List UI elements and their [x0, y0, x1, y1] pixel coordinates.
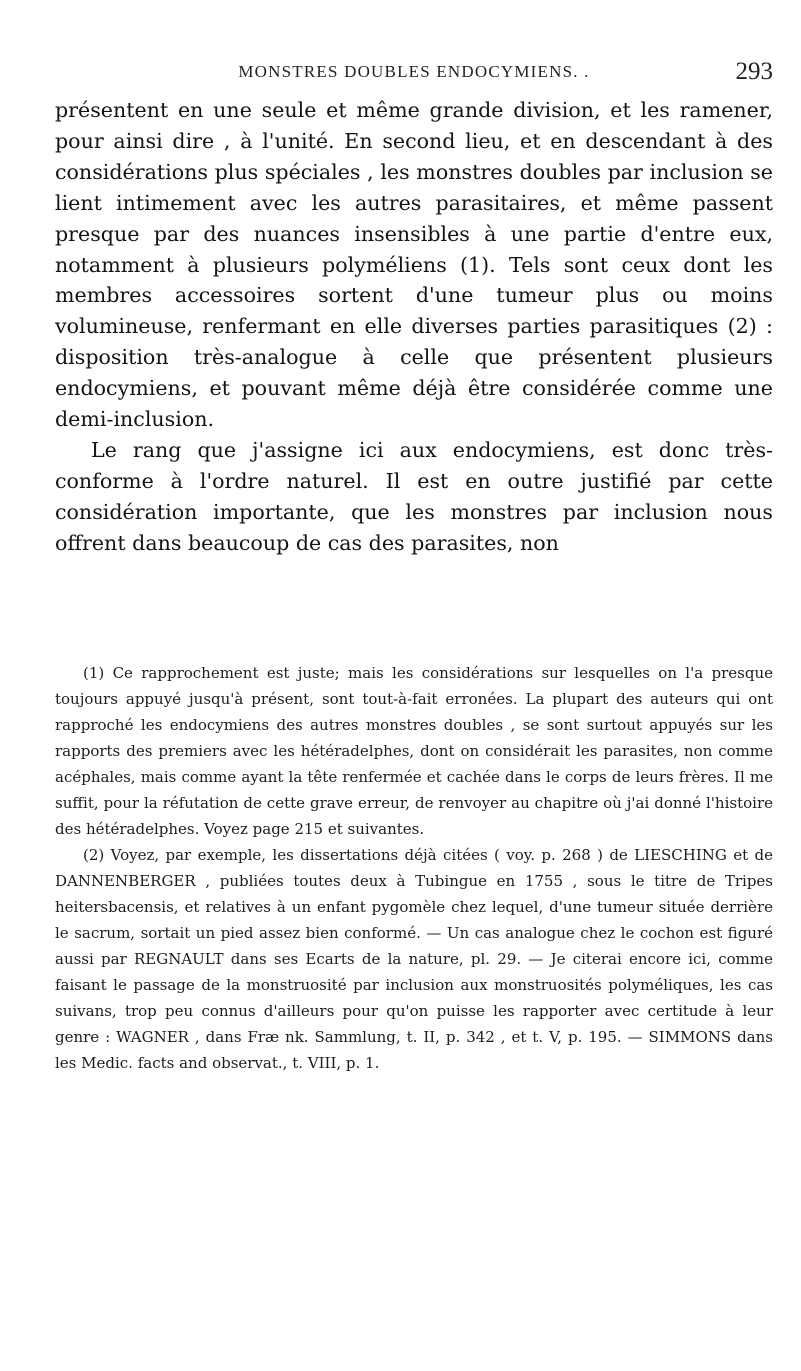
- footnotes: [55, 660, 773, 1076]
- paragraph-2: Le rang que j'assigne ici aux endocymiens, est donc très-conforme à l'ordre naturel. Il est en outre justifié par cette considération importante, que les monstres par inclusion nous offrent dans beaucoup de cas des parasites, non: [55, 437, 773, 555]
- running-head-title: MONSTRES DOUBLES ENDOCYMIENS. .: [238, 62, 590, 81]
- paragraph-1: présentent en une seule et même grande division, et les ramener, pour ainsi dire , à l'unité. En second lieu, et en descendant à des considérations plus spéciales , les monstres doubles par inclusion se lient intimement avec les autres parasitaires, et même passent presque par des nuances insensibles à une partie d'entre eux, notamment à plusieurs polyméliens (1). Tels sont ceux dont les membres accessoires sortent d'une tumeur plus ou moins volumineuse, renfermant en elle diverses parties parasitiques (2) : disposition très-analogue à celle que présentent plusieurs endocymiens, et pouvant même déjà être considérée comme une demi-inclusion.: [55, 98, 773, 432]
- running-head: [55, 58, 773, 88]
- footnote-2: (2) Voyez, par exemple, les dissertations déjà citées ( voy. p. 268 ) de LIESCHING et de DANNENBERGER , publiées toutes deux à Tubingue en 1755 , sous le titre de Tripes heitersbacensis, et relatives à un enfant pygomèle chez lequel, d'une tumeur située derrière le sacrum, sortait un pied assez bien conformé. — Un cas analogue chez le cochon est figuré aussi par REGNAULT dans ses Ecarts de la nature, pl. 29. — Je citerai encore ici, comme faisant le passage de la monstruosité par inclusion aux monstruosités polyméliques, les cas suivans, trop peu connus d'ailleurs pour qu'on puisse les rapporter avec certitude à leur genre : WAGNER , dans Fræ nk. Sammlung, t. II, p. 342 , et t. V, p. 195. — SIMMONS dans les Medic. facts and observat., t. VIII, p. 1.: [55, 846, 773, 1072]
- page-number: 293: [735, 58, 773, 85]
- main-text: [55, 95, 773, 559]
- footnote-1: (1) Ce rapprochement est juste; mais les considérations sur lesquelles on l'a presque toujours appuyé jusqu'à présent, sont tout-à-fait erronées. La plupart des auteurs qui ont rapproché les endocymiens des autres monstres doubles , se sont surtout appuyés sur les rapports des premiers avec les hétéradelphes, dont on considérait les parasites, non comme acéphales, mais comme ayant la tête renfermée et cachée dans le corps de leurs frères. Il me suffit, pour la réfutation de cette grave erreur, de renvoyer au chapitre où j'ai donné l'histoire des hétéradelphes. Voyez page 215 et suivantes.: [55, 664, 773, 838]
